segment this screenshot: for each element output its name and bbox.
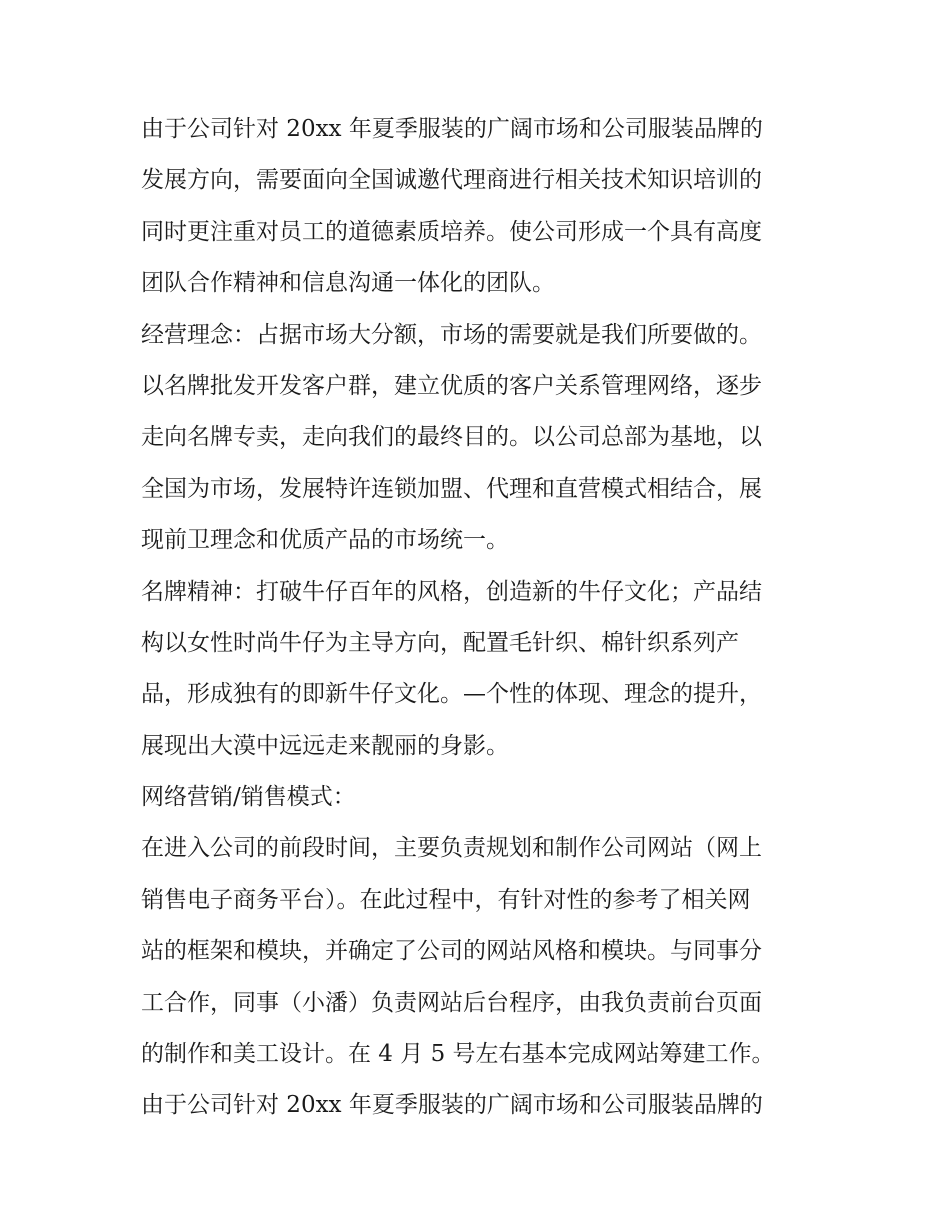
text-line: 以名牌批发开发客户群，建立优质的客户关系管理网络，逐步 bbox=[141, 372, 762, 399]
text-line: 站的框架和模块，并确定了公司的网站风格和模块。与同事分 bbox=[141, 938, 762, 965]
text-line: 构以女性时尚牛仔为主导方向，配置毛针织、棉针织系列产 bbox=[141, 629, 739, 656]
text-line: 经营理念：占据市场大分额，市场的需要就是我们所要做的。 bbox=[141, 321, 762, 348]
text-line: 网络营销/销售模式： bbox=[141, 784, 356, 811]
text-line: 现前卫理念和优质产品的市场统一。 bbox=[141, 527, 509, 554]
text-line: 销售电子商务平台）。在此过程中，有针对性的参考了相关网 bbox=[141, 886, 751, 913]
text-line: 发展方向，需要面向全国诚邀代理商进行相关技术知识培训的 bbox=[141, 167, 762, 194]
text-line: 由于公司针对 20xx 年夏季服装的广阔市场和公司服装品牌的 bbox=[141, 1092, 763, 1119]
text-line: 同时更注重对员工的道德素质培养。使公司形成一个具有高度 bbox=[141, 218, 762, 245]
document-body bbox=[141, 104, 821, 1132]
text-line: 团队合作精神和信息沟通一体化的团队。 bbox=[141, 270, 555, 297]
text-line: 工合作，同事（小潘）负责网站后台程序，由我负责前台页面 bbox=[141, 989, 762, 1016]
text-line: 品，形成独有的即新牛仔文化。—个性的体现、理念的提升， bbox=[141, 681, 762, 708]
text-line: 全国为市场，发展特许连锁加盟、代理和直营模式相结合，展 bbox=[141, 475, 762, 502]
text-line: 由于公司针对 20xx 年夏季服装的广阔市场和公司服装品牌的 bbox=[141, 116, 763, 142]
text-line: 展现出大漠中远远走来靓丽的身影。 bbox=[141, 732, 509, 759]
text-line: 走向名牌专卖，走向我们的最终目的。以公司总部为基地，以 bbox=[141, 424, 762, 451]
text-line: 名牌精神：打破牛仔百年的风格，创造新的牛仔文化；产品结 bbox=[141, 578, 762, 605]
text-line: 的制作和美工设计。在 4 月 5 号左右基本完成网站筹建工作。 bbox=[141, 1041, 775, 1068]
text-line: 在进入公司的前段时间，主要负责规划和制作公司网站（网上 bbox=[141, 835, 762, 862]
